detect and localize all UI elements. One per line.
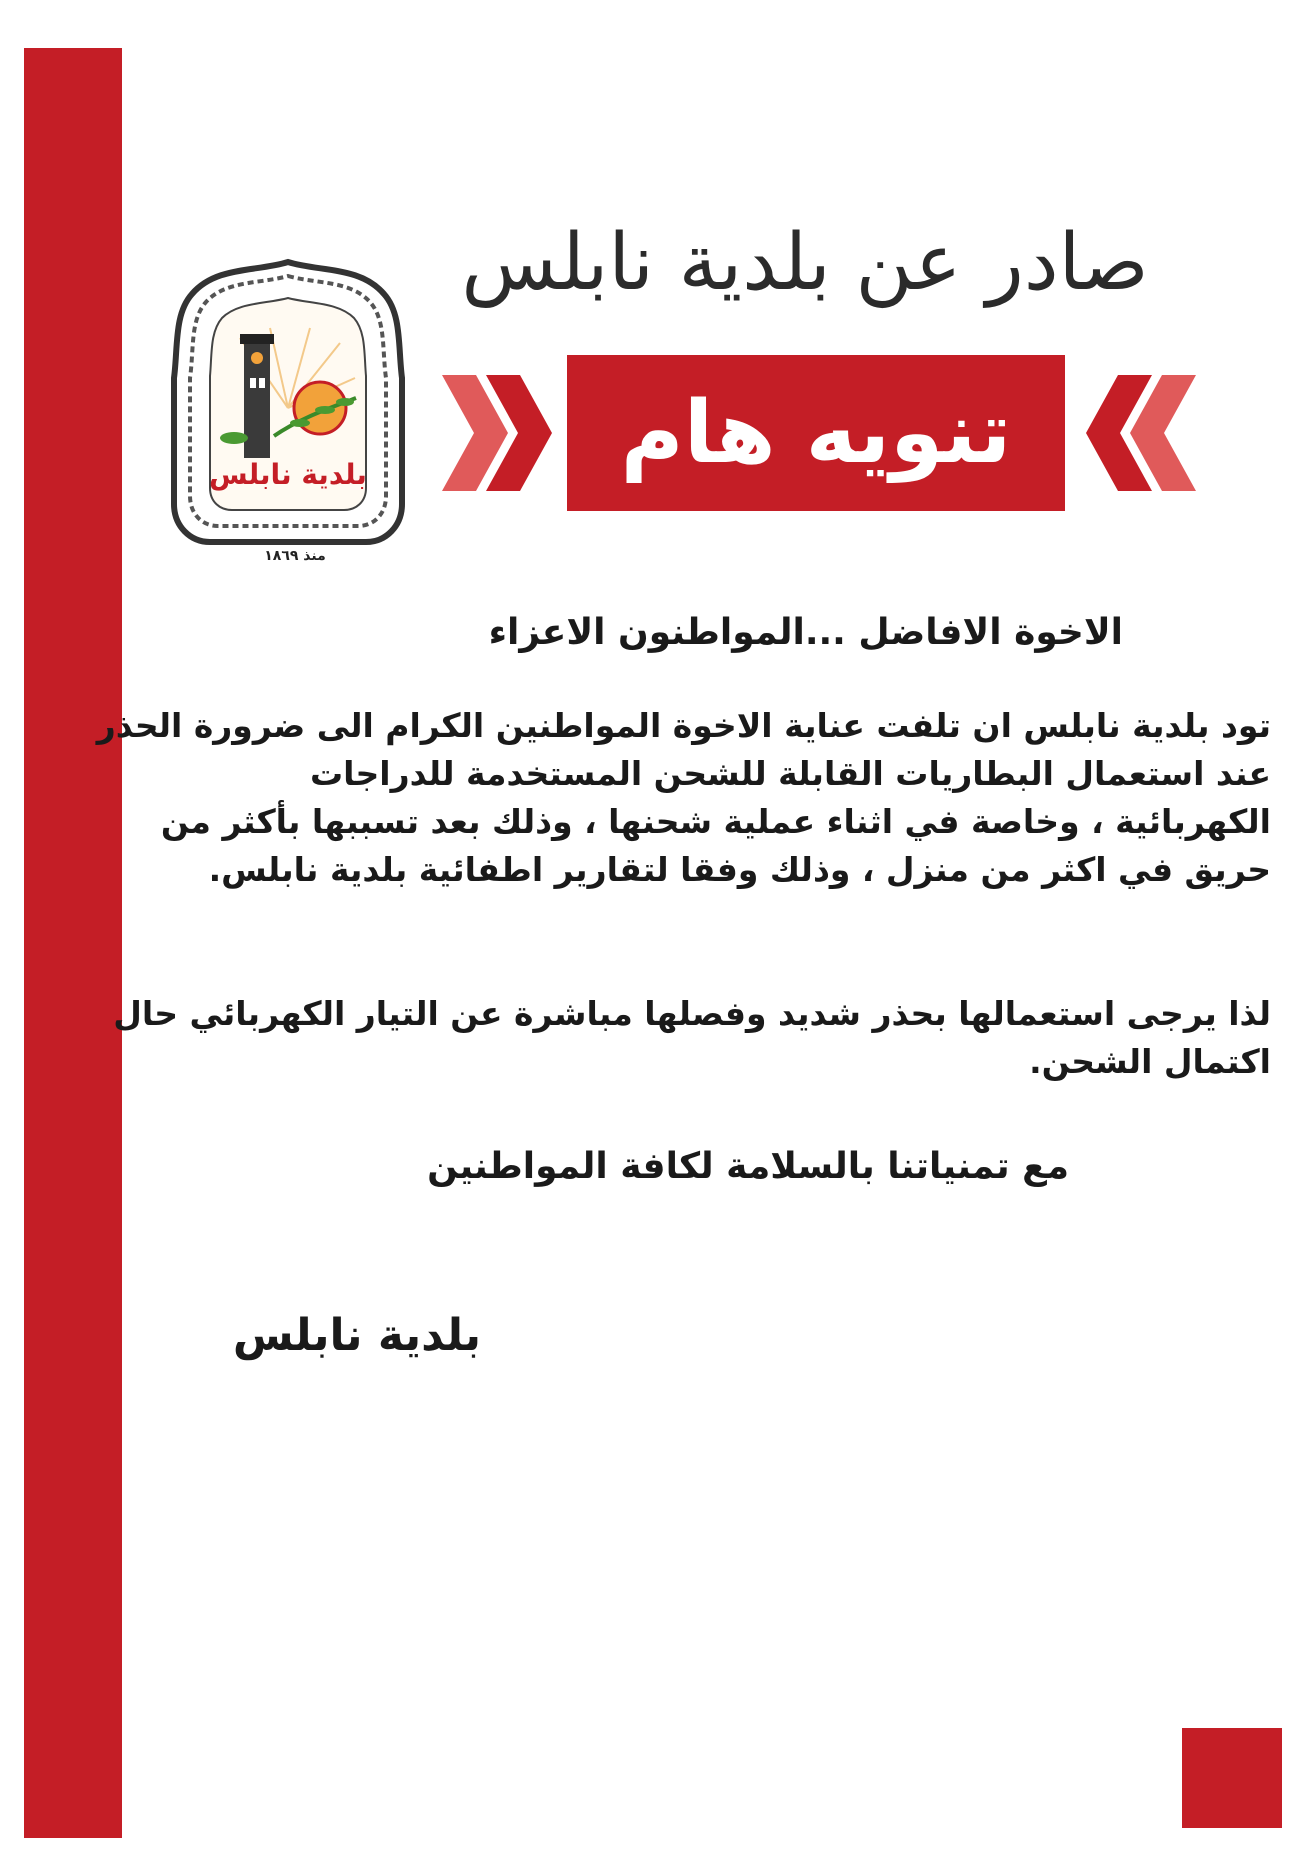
logo-text: بلدية نابلس	[209, 458, 367, 491]
chevron-right-icon	[1084, 375, 1196, 491]
paragraph-1	[96, 702, 1271, 894]
corner-red-square	[1182, 1728, 1282, 1828]
notice-banner	[567, 355, 1065, 511]
banner-text: تنويه هام	[620, 383, 1012, 483]
chevron-left-icon	[442, 375, 554, 491]
paragraph-1-line: تود بلدية نابلس ان تلفت عناية الاخوة المواطنين الكرام الى ضرورة الحذر	[96, 706, 1271, 745]
greeting: الاخوة الافاضل ...المواطنون الاعزاء	[488, 612, 1123, 653]
paragraph-2	[113, 990, 1271, 1086]
paragraph-1-line: الكهربائية ، وخاصة في اثناء عملية شحنها ، وذلك بعد تسببها بأكثر من	[160, 802, 1271, 841]
closing-line: مع تمنياتنا بالسلامة لكافة المواطنين	[427, 1146, 1069, 1187]
municipality-logo	[170, 258, 406, 548]
header-title: صادر عن بلدية نابلس	[461, 218, 1149, 308]
paragraph-1-line: حريق في اكثر من منزل ، وذلك وفقا لتقارير اطفائية بلدية نابلس.	[208, 850, 1271, 889]
left-red-bar	[24, 48, 122, 1838]
paragraph-2-line: اكتمال الشحن.	[1029, 1042, 1271, 1081]
paragraph-2-line: لذا يرجى استعمالها بحذر شديد وفصلها مباشرة عن التيار الكهربائي حال	[113, 994, 1271, 1033]
signature: بلدية نابلس	[232, 1310, 481, 1361]
logo-since: منذ ١٨٦٩	[264, 548, 326, 564]
paragraph-1-line: عند استعمال البطاريات القابلة للشحن المستخدمة للدراجات	[309, 754, 1271, 793]
